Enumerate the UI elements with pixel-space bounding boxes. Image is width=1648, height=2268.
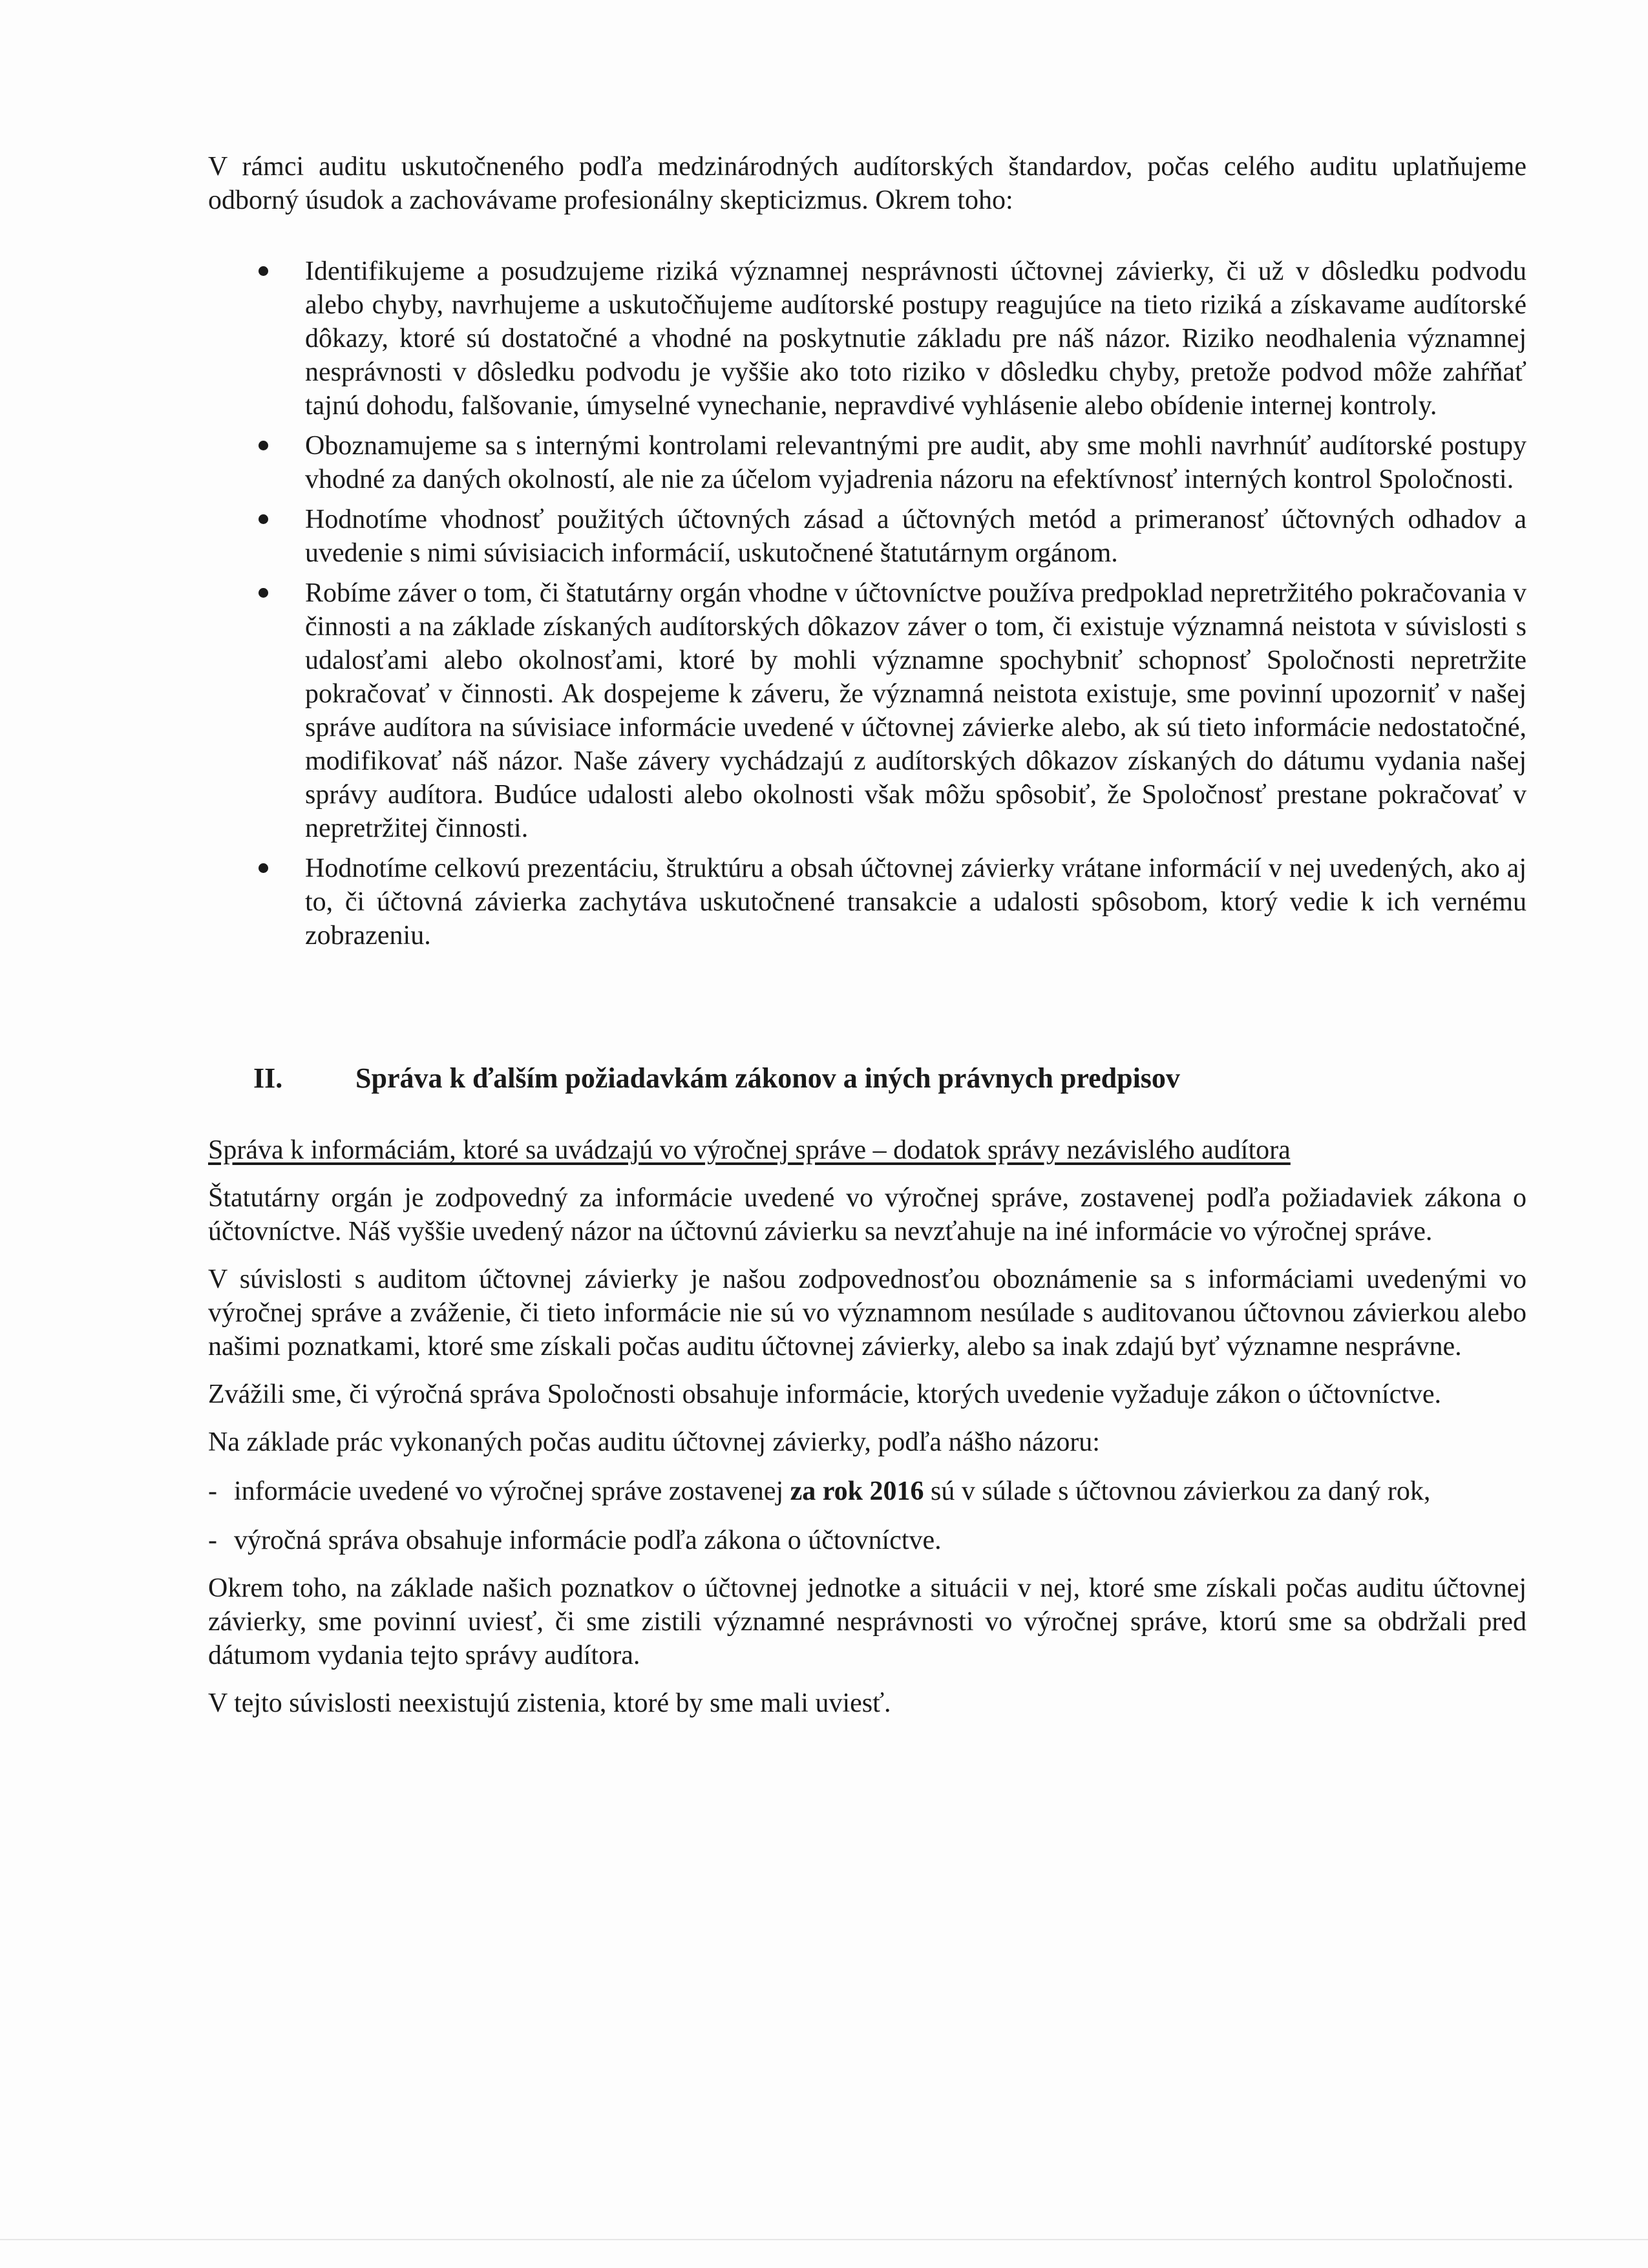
list-item bbox=[208, 255, 1527, 423]
list-item bbox=[208, 852, 1527, 952]
scan-edge-line bbox=[0, 2239, 1648, 2240]
document-body bbox=[208, 150, 1527, 1720]
dash-item-text: sú v súlade s účtovnou závierkou za daný rok, bbox=[924, 1476, 1431, 1506]
list-item-text: Hodnotíme vhodnosť použitých účtovných zásad a účtovných metód a primeranosť účtovných odhadov a uvedenie s nimi súvisiacich informácií, uskutočnené štatutárnym orgánom. bbox=[305, 505, 1527, 568]
bullet-icon bbox=[259, 588, 268, 598]
subheading: Správa k informáciám, ktoré sa uvádzajú vo výročnej správe – dodatok správy nezávislého audítora bbox=[208, 1135, 1291, 1165]
paragraph: V súvislosti s auditom účtovnej závierky je našou zodpovednosťou oboznámenie sa s informáciami uvedenými vo výročnej správe a zváženie, či tieto informácie nie sú vo významnom nesúlade s auditovanou účtovnou závierkou alebo našimi poznatkami, ktoré sme získali počas auditu účtovnej závierky, alebo sa inak zdajú byť významne nesprávne. bbox=[208, 1265, 1527, 1361]
dash-marker: - bbox=[208, 1526, 217, 1555]
section-heading bbox=[208, 1061, 1527, 1096]
paragraph: Štatutárny orgán je zodpovedný za informácie uvedené vo výročnej správe, zostavenej podľa požiadaviek zákona o účtovníctve. Náš vyššie uvedený názor na účtovnú závierku sa nevzťahuje na iné informácie vo výročnej správe. bbox=[208, 1183, 1527, 1246]
paragraph: Okrem toho, na základe našich poznatkov o účtovnej jednotke a situácii v nej, ktoré sme získali počas auditu účtovnej závierky, sme povinní uviesť, či sme zistili významné nesprávnosti vo výročnej správe, ktorú sme sa obdržali pred dátumom vydania tejto správy audítora. bbox=[208, 1573, 1527, 1670]
bullet-icon bbox=[259, 514, 268, 524]
list-item-text: Hodnotíme celkovú prezentáciu, štruktúru a obsah účtovnej závierky vrátane informácií v nej uvedených, ako aj to, či účtovná závierka zachytáva uskutočnené transakcie a udalosti spôsobom, ktorý vedie k ich vernému zobrazeniu. bbox=[305, 854, 1527, 950]
paragraph: Zvážili sme, či výročná správa Spoločnosti obsahuje informácie, ktorých uvedenie vyžaduje zákon o účtovníctve. bbox=[208, 1380, 1442, 1409]
dash-item-text: výročná správa obsahuje informácie podľa zákona o účtovníctve. bbox=[234, 1526, 942, 1555]
list-item-text: Oboznamujeme sa s internými kontrolami relevantnými pre audit, aby sme mohli navrhnúť audítorské postupy vhodné za daných okolností, ale nie za účelom vyjadrenia názoru na efektívnosť interných kontrol Spoločnosti. bbox=[305, 431, 1527, 494]
bullet-icon bbox=[259, 266, 268, 276]
bullet-icon bbox=[259, 441, 268, 450]
list-item-text: Identifikujeme a posudzujeme riziká významnej nesprávnosti účtovnej závierky, či už v dôsledku podvodu alebo chyby, navrhujeme a uskutočňujeme audítorské postupy reagujúce na tieto riziká a získavame audítorské dôkazy, ktoré sú dostatočné a vhodné na poskytnutie základu pre náš názor. Riziko neodhalenia významnej nesprávnosti v dôsledku podvodu je vyššie ako toto riziko v dôsledku chyby, pretože podvod môže zahŕňať tajnú dohodu, falšovanie, úmyselné vynechanie, nepravdivé vyhlásenie alebo obídenie internej kontroly. bbox=[305, 257, 1527, 421]
bullet-icon bbox=[259, 863, 268, 873]
intro-paragraph: V rámci auditu uskutočneného podľa medzinárodných audítorských štandardov, počas celého auditu uplatňujeme odborný úsudok a zachovávame profesionálny skepticizmus. Okrem toho: bbox=[208, 152, 1527, 215]
list-item bbox=[208, 429, 1527, 496]
list-item bbox=[208, 503, 1527, 570]
dash-marker: - bbox=[208, 1476, 217, 1506]
section-title: Správa k ďalším požiadavkám zákonov a iných právnych predpisov bbox=[355, 1062, 1180, 1094]
dash-list-item bbox=[208, 1524, 1527, 1557]
list-item bbox=[208, 576, 1527, 845]
dash-item-text: informácie uvedené vo výročnej správe zostavenej bbox=[234, 1476, 790, 1506]
section-number: II. bbox=[253, 1062, 283, 1094]
audit-procedures-list bbox=[208, 255, 1527, 952]
dash-item-bold-text: za rok 2016 bbox=[790, 1476, 924, 1506]
list-item-text: Robíme záver o tom, či štatutárny orgán vhodne v účtovníctve používa predpoklad nepretržitého pokračovania v činnosti a na základe získaných audítorských dôkazov záver o tom, či existuje významná neistota v súvislosti s udalosťami alebo okolnosťami, ktoré by mohli významne spochybniť schopnosť Spoločnosti nepretržite pokračovať v činnosti. Ak dospejeme k záveru, že významná neistota existuje, sme povinní upozorniť v našej správe audítora na súvisiace informácie uvedené v účtovnej závierke alebo, ak sú tieto informácie nedostatočné, modifikovať náš názor. Naše závery vychádzajú z audítorských dôkazov získaných do dátumu vydania našej správy audítora. Budúce udalosti alebo okolnosti však môžu spôsobiť, že Spoločnosť prestane pokračovať v nepretržitej činnosti. bbox=[305, 578, 1527, 843]
paragraph: V tejto súvislosti neexistujú zistenia, ktoré by sme mali uviesť. bbox=[208, 1688, 891, 1718]
paragraph: Na základe prác vykonaných počas auditu účtovnej závierky, podľa nášho názoru: bbox=[208, 1427, 1100, 1457]
dash-list-item bbox=[208, 1475, 1527, 1508]
